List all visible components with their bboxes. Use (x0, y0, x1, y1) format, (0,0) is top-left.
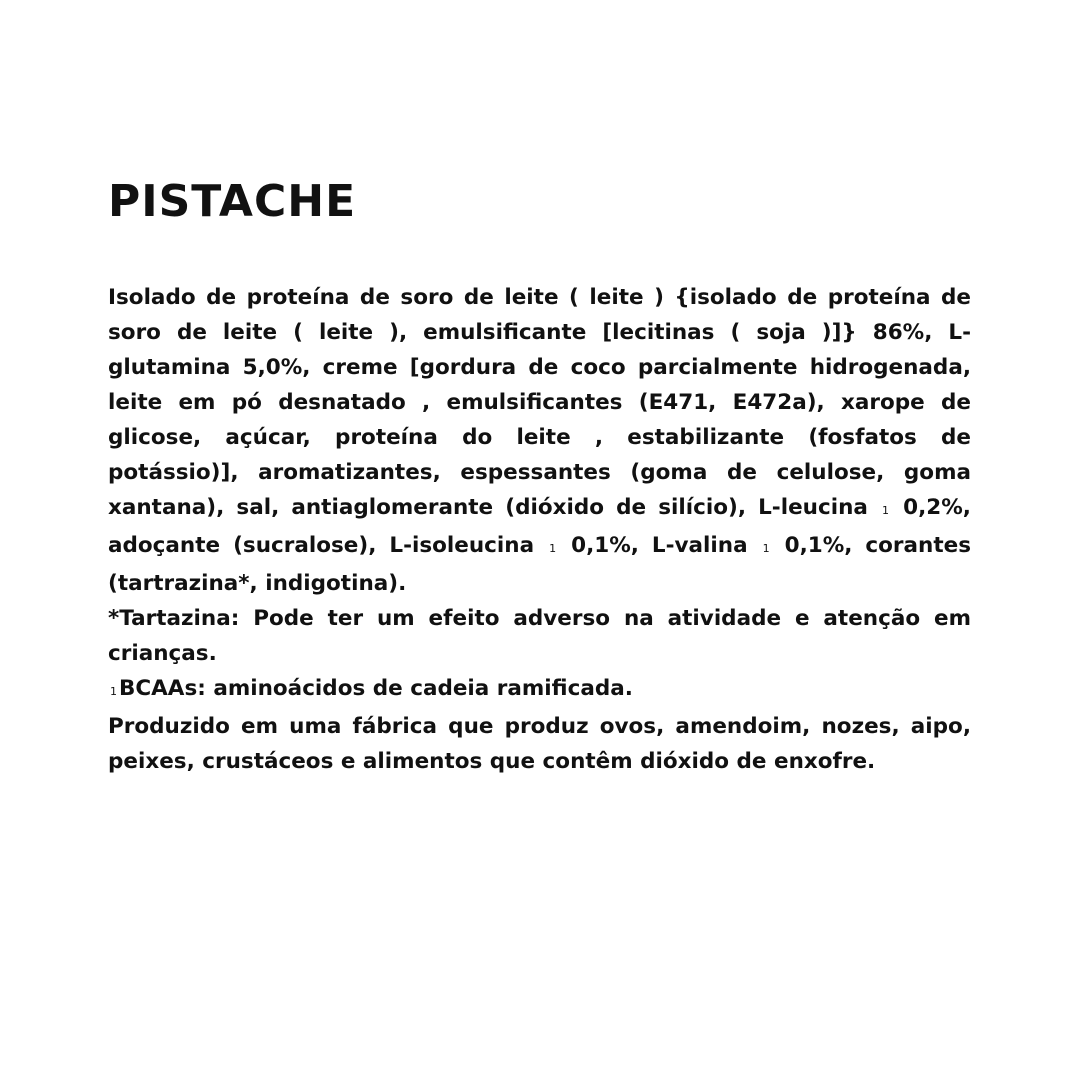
ingredients-text-part-2: 0,2%, adoçante (sucralose), L-isoleucina (108, 495, 971, 558)
ingredients-text-part-4: 0,1%, corantes (tartrazina*, indigotina). (108, 533, 971, 596)
allergen-statement: Produzido em uma fábrica que produz ovos, amendoim, nozes, aipo, peixes, crustáceos e alimentos que contêm dióxido de enxofre. (108, 714, 971, 774)
bcaa-footnote (108, 671, 971, 709)
footnote-marker: 1 (762, 542, 770, 555)
product-title: PISTACHE (108, 176, 357, 227)
bcaa-footnote-text: BCAAs: aminoácidos de cadeia ramificada. (119, 676, 633, 701)
label-text-block (108, 280, 971, 779)
footnote-marker: 1 (882, 504, 890, 517)
ingredients-text-part-3: 0,1%, L-valina (571, 533, 748, 558)
ingredients-paragraph (108, 280, 971, 601)
footnote-marker: 1 (110, 685, 117, 698)
footnote-marker: 1 (549, 542, 557, 555)
tartrazine-warning: *Tartazina: Pode ter um efeito adverso na atividade e atenção em crianças. (108, 606, 971, 666)
ingredients-text-part-1: Isolado de proteína de soro de leite ( leite ) {isolado de proteína de soro de leite ( leite ), emulsificante [lecitinas ( soja )]} 86%, L-glutamina 5,0%, creme [gordura de coco parcialmente hidrogenada, leite em pó desnatado , emulsificantes (E471, E472a), xarope de glicose, açúcar, proteína do leite , estabilizante (fosfatos de potássio)], aromatizantes, espessantes (goma de celulose, goma xantana), sal, antiaglomerante (dióxido de silício), L-leucina (108, 285, 971, 520)
